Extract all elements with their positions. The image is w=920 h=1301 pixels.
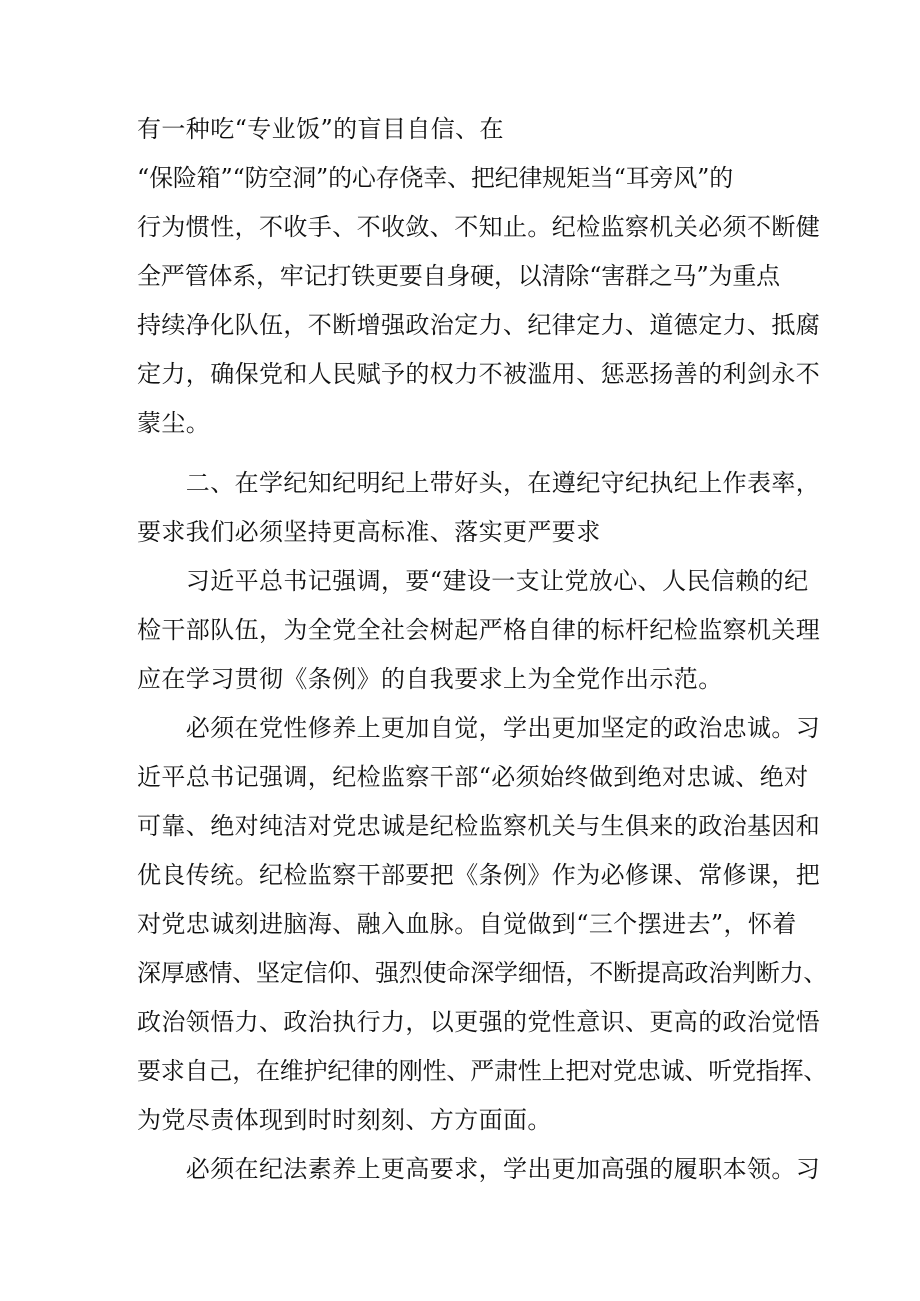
text-line-4: 全严管体系，牢记打铁更要自身硬，以清除“害群之马”为重点 xyxy=(137,262,780,290)
text-line-18: 深厚感情、坚定信仰、强烈使命深学细悟，不断提高政治判断力、 xyxy=(137,959,828,987)
text-line-14: 近平总书记强调，纪检监察干部“必须始终做到绝对忠诚、绝对 xyxy=(137,763,809,791)
text-line-12: 应在学习贯彻《条例》的自我要求上为全党作出示范。 xyxy=(137,665,723,693)
section-heading-line-1: 二、在学纪知纪明纪上带好头，在遵纪守纪执纪上作表率， xyxy=(137,469,821,497)
document-text-body xyxy=(137,105,828,1194)
text-line-6: 定力，确保党和人民赋予的权力不被滥用、惩恶扬善的利剑永不 xyxy=(137,360,821,388)
text-line-10: 习近平总书记强调，要“建设一支让党放心、人民信赖的纪 xyxy=(137,567,809,595)
text-line-16: 优良传统。纪检监察干部要把《条例》作为必修课、常修课，把 xyxy=(137,861,821,889)
text-line-2: “保险箱”“防空洞”的心存侥幸、把纪律规矩当“耳旁风”的 xyxy=(137,164,734,192)
text-line-11: 检干部队伍，为全党全社会树起严格自律的标杆纪检监察机关理 xyxy=(137,616,821,644)
text-line-3: 行为惯性，不收手、不收敛、不知止。纪检监察机关必须不断健 xyxy=(137,213,821,241)
text-line-21: 为党尽责体现到时时刻刻、方方面面。 xyxy=(137,1106,552,1134)
text-line-13: 必须在党性修养上更加自觉，学出更加坚定的政治忠诚。习 xyxy=(137,714,821,742)
text-line-15: 可靠、绝对纯洁对党忠诚是纪检监察机关与生俱来的政治基因和 xyxy=(137,812,821,840)
text-line-1: 有一种吃“专业饭”的盲目自信、在 xyxy=(137,115,504,143)
text-line-7: 蒙尘。 xyxy=(137,409,211,437)
text-line-17: 对党忠诚刻进脑海、融入血脉。自觉做到“三个摆进去”，怀着 xyxy=(137,910,797,938)
text-line-5: 持续净化队伍，不断增强政治定力、纪律定力、道德定力、抵腐 xyxy=(137,311,821,339)
text-line-19: 政治领悟力、政治执行力，以更强的党性意识、更高的政治觉悟 xyxy=(137,1008,821,1036)
section-heading-line-2: 要求我们必须坚持更高标准、落实更严要求 xyxy=(137,518,601,546)
text-line-20: 要求自己，在维护纪律的刚性、严肃性上把对党忠诚、听党指挥、 xyxy=(137,1057,828,1085)
text-line-22: 必须在纪法素养上更高要求，学出更加高强的履职本领。习 xyxy=(137,1155,821,1183)
